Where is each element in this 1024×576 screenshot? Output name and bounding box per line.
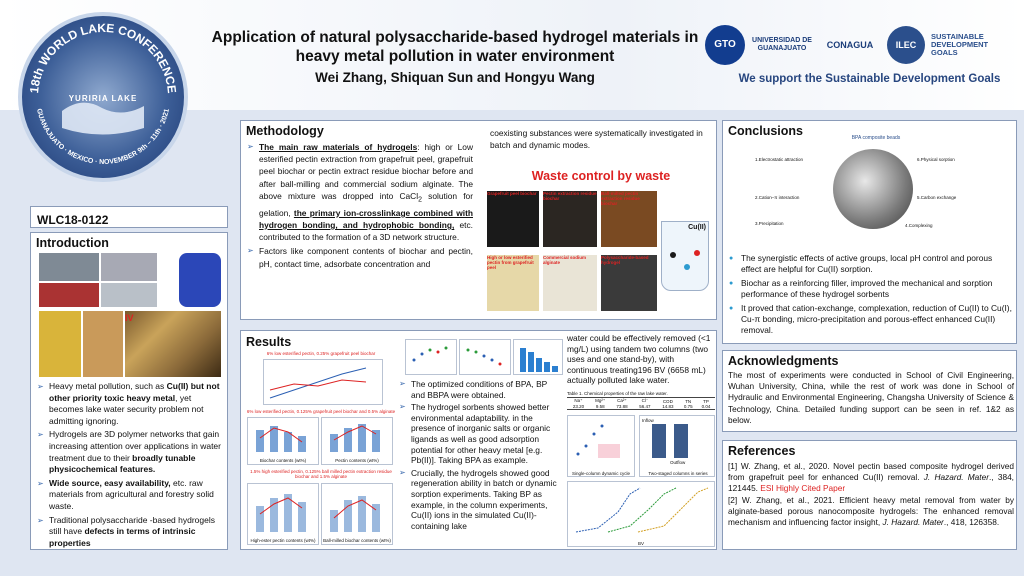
mech-label-3: 3.Precipitation bbox=[755, 221, 784, 226]
references-list bbox=[728, 461, 1014, 528]
references-panel bbox=[722, 440, 1017, 550]
lake-water-table bbox=[567, 397, 715, 410]
chart-3-svg bbox=[322, 418, 392, 454]
th-ca: Ca²⁺ bbox=[617, 398, 627, 403]
concl-bullet-1: ● The synergistic effects of active groups, local pH control and porous effect are helpful for Cu(II) sorption. bbox=[729, 253, 1013, 276]
conclusions-panel bbox=[722, 120, 1017, 344]
chart-4-bar-1 bbox=[256, 506, 264, 532]
beaker-label: Cu(II) bbox=[688, 224, 706, 231]
chart-2-bar-4 bbox=[298, 436, 306, 452]
chart-4-svg bbox=[248, 484, 318, 534]
intro-b1-bold: Cu(II) but not other priority toxic heavy metal bbox=[49, 381, 220, 403]
outflow-label: Outflow bbox=[670, 460, 686, 465]
bead-1 bbox=[670, 252, 676, 258]
mechanism-diagram bbox=[755, 135, 975, 241]
table-row bbox=[567, 404, 715, 410]
chart-6-pt-2 bbox=[421, 353, 424, 356]
material-grid-photo bbox=[125, 311, 221, 377]
single-column-svg bbox=[568, 416, 634, 468]
chart-5-svg bbox=[322, 484, 392, 534]
ref1-a: [1] W. Zhang, et al., 2020. Novel pectin based composite hydrogel derived from grapefruit peel for enhanced Cu(II) removal. bbox=[728, 461, 1014, 483]
chart-2-bar-1 bbox=[256, 430, 264, 452]
conclusions-bullets bbox=[729, 253, 1013, 339]
two-column-caption: Two-staged columns in series bbox=[648, 471, 708, 476]
td-tn: 0.75 bbox=[683, 404, 693, 409]
bead-sphere bbox=[833, 149, 913, 229]
mech-label-1: 1.Electrostatic attraction bbox=[755, 157, 804, 162]
conference-name: 18th WORLD LAKE CONFERENCE bbox=[27, 20, 179, 94]
chart-8-bar-3 bbox=[536, 358, 542, 372]
ref2-b: ., 418, 126358. bbox=[943, 517, 1000, 528]
chart-2-svg bbox=[248, 418, 318, 454]
fig-caption-1: 6% low esterified pectin, 0.25% grapefruit peel biochar bbox=[266, 351, 376, 356]
bead-2 bbox=[684, 264, 690, 270]
chart-7-pt-4 bbox=[491, 359, 494, 362]
method-sub: 2 bbox=[418, 196, 422, 204]
chart-5-line bbox=[334, 500, 376, 518]
td-na: 23.20 bbox=[572, 404, 585, 409]
mech-label-2: 2.Cation–π interaction bbox=[755, 195, 800, 200]
references-title: References bbox=[728, 444, 796, 458]
chart-7-pt-2 bbox=[475, 351, 478, 354]
chart-1-line bbox=[270, 368, 366, 398]
intro-photo-2 bbox=[101, 253, 157, 281]
th-cl: Cl⁻ bbox=[641, 398, 649, 403]
intro-b3-post: etc. raw materials from agricultural and forestry solid waste. bbox=[49, 477, 214, 511]
chart-4-xlabel: High-ester pectin contents (wt%) bbox=[250, 538, 316, 543]
two-column-figure bbox=[639, 415, 715, 477]
method-p2: Factors like component contents of biochar and pectin, pH, contact time, adsorbate concentration and bbox=[259, 246, 473, 269]
svg-text:18th WORLD LAKE CONFERENCE bbox=[27, 21, 179, 94]
inflow-label: Inflow bbox=[642, 418, 654, 423]
chart-3-xlabel: Pectin contents (wt%) bbox=[335, 458, 379, 463]
img-label-1: Grapefruit peel biochar bbox=[487, 191, 537, 196]
td-mg: 9.58 bbox=[595, 404, 605, 409]
intro-bullet-4 bbox=[37, 515, 225, 550]
results-chart-1 bbox=[263, 359, 383, 405]
conference-dates: GUANAJUATO · MEXICO · NOVEMBER 9th – 11th · 2021 bbox=[35, 108, 171, 167]
chart-2-line bbox=[260, 428, 302, 442]
th-tp: TP bbox=[703, 398, 709, 404]
intro-b1-post: , yet becomes lake water security problem not admitting ignoring. bbox=[49, 392, 204, 426]
column-2 bbox=[674, 424, 688, 458]
conagua-logo: CONAGUA bbox=[826, 40, 874, 50]
results-chart-5 bbox=[321, 483, 393, 545]
sc-pt-4 bbox=[601, 425, 604, 428]
abstract-code-box bbox=[30, 206, 228, 228]
methodology-text-cont: coexisting substances were systematically investigated in batch and dynamic modes. bbox=[490, 128, 703, 151]
img-label-4: High or low esterified pectin from grapefruit peel bbox=[487, 255, 534, 270]
chart-6-pt-1 bbox=[413, 359, 416, 362]
chart-3-line bbox=[334, 426, 376, 440]
lake-water-table-caption: Table 1. Chemical properties of the raw lake water. bbox=[567, 391, 668, 396]
intro-b1-pre: Heavy metal pollution, such as bbox=[49, 381, 167, 391]
acknowledgments-title: Acknowledgments bbox=[728, 354, 839, 368]
bt-series-1 bbox=[576, 488, 640, 532]
th-na: Na⁺ bbox=[574, 398, 583, 403]
results-text-cont: water could be effectively removed (<1 mg/L) using tandem two columns (two uses and one stand-by), with continuous treating196 BV (6658 mL) actually polluted lake water. bbox=[567, 333, 711, 386]
glove-photo bbox=[179, 253, 221, 307]
fig-caption-3: 1.5% high esterified pectin, 0.125% ball milled pectin extraction residue biochar and 1.5% alginate bbox=[250, 469, 392, 479]
sc-pt-1 bbox=[577, 453, 580, 456]
ref2-a: [2] W. Zhang, et al., 2021. Efficient heavy metal removal from water by alginate-based porous nanocomposite hydrogels: The enhanced removal mechanism and influencing factor insight, bbox=[728, 494, 1014, 528]
ug-logo: UNIVERSIDAD DE GUANAJUATO bbox=[752, 37, 812, 52]
chart-5-xlabel: Ball-milled biochar contents (wt%) bbox=[323, 538, 391, 543]
chart-8-bar-2 bbox=[528, 352, 534, 372]
results-chart-3 bbox=[321, 417, 393, 465]
mech-label-6: 6.Physical sorption bbox=[917, 157, 955, 162]
sc-pt-2 bbox=[585, 445, 588, 448]
grapefruit-photo bbox=[39, 311, 81, 377]
chart-1-svg bbox=[264, 360, 382, 404]
chart-3-bar-3 bbox=[358, 424, 366, 452]
results-chart-4 bbox=[247, 483, 319, 545]
single-column-caption: Single-column dynamic cycle bbox=[571, 471, 631, 476]
results-bullets bbox=[399, 379, 559, 533]
intro-b2-pre: Hydrogels are 3D polymer networks that gain increasing attention over applications in water treatment due to their bbox=[49, 429, 221, 463]
method-bullet-1 bbox=[247, 141, 473, 243]
bt-series-3 bbox=[638, 488, 708, 532]
lake-shape bbox=[62, 103, 144, 135]
td-ca: 73.88 bbox=[616, 404, 628, 409]
beaker-graphic bbox=[661, 221, 709, 291]
chart-2-bar-3 bbox=[284, 432, 292, 452]
th-cod: COD bbox=[662, 398, 673, 404]
methodology-title: Methodology bbox=[246, 124, 324, 138]
ref1-journal: J. Hazard. Mater bbox=[923, 472, 989, 483]
intro-photo-4 bbox=[101, 283, 157, 307]
results-chart-7 bbox=[459, 339, 511, 375]
results-bullet-2: ➢ The hydrogel sorbents showed better environmental adaptability. in the presence of inorganic salts or organic ligands as well as good adsorption potential for other heavy metal [e.g. Pb(II)]. Taking BPA as example. bbox=[399, 402, 559, 466]
results-title: Results bbox=[246, 335, 292, 349]
method-c: etc. contributed to the formation of a 3D network structure. bbox=[259, 219, 474, 243]
lake-label: YURIRIA LAKE bbox=[68, 94, 138, 103]
introduction-bullets bbox=[37, 381, 225, 551]
single-column-chart bbox=[567, 415, 635, 477]
ref1-highlight: ESI Highly Cited Paper bbox=[760, 483, 846, 494]
introduction-title: Introduction bbox=[36, 236, 109, 250]
results-chart-6 bbox=[405, 339, 457, 375]
chart-6-pt-3 bbox=[429, 349, 432, 352]
peel-photo bbox=[83, 311, 123, 377]
intro-bullet-3 bbox=[37, 478, 225, 513]
img-label-6: Polysaccharide-based hydrogel bbox=[601, 255, 649, 265]
results-chart-8 bbox=[513, 339, 563, 375]
chart-8-bar-5 bbox=[552, 366, 558, 372]
intro-bullet-2 bbox=[37, 429, 225, 475]
materials-figure bbox=[487, 191, 711, 315]
chart-8-svg bbox=[514, 340, 562, 374]
methodology-text bbox=[247, 141, 473, 272]
chart-8-bar-4 bbox=[544, 362, 550, 372]
intro-b4-bold: defects in terms of intrinsic properties bbox=[49, 526, 196, 548]
reference-1 bbox=[728, 461, 1014, 495]
bt-xlabel: BV bbox=[637, 541, 644, 546]
ref1-b: ., 384, 121445. bbox=[728, 472, 1014, 494]
sc-inset bbox=[598, 444, 620, 458]
intro-photo-3 bbox=[39, 283, 99, 307]
results-chart-2 bbox=[247, 417, 319, 465]
chart-7-pt-5 bbox=[499, 363, 502, 366]
intro-b4-pre: Traditional polysaccharide -based hydrogels still have bbox=[49, 514, 215, 537]
mech-label-5: 5.Carbon exchange bbox=[917, 195, 957, 200]
chart-4-line bbox=[260, 498, 302, 514]
introduction-figure bbox=[39, 253, 221, 377]
chart-6-pt-4 bbox=[437, 351, 440, 354]
authors: Wei Zhang, Shiquan Sun and Hongyu Wang bbox=[315, 70, 595, 85]
ilec-logo: ILEC bbox=[887, 26, 925, 64]
img-label-2: Pectin extraction residue biochar bbox=[543, 191, 597, 201]
chart-3-bar-4 bbox=[372, 430, 380, 452]
method-u1: The main raw materials of hydrogels bbox=[259, 142, 418, 152]
chart-7-pt-1 bbox=[467, 349, 470, 352]
intro-bullet-1 bbox=[37, 381, 225, 427]
column-1 bbox=[652, 424, 666, 458]
biochar-photo bbox=[487, 191, 539, 247]
sdg-logo: SUSTAINABLE DEVELOPMENT GOALS bbox=[931, 32, 989, 57]
title-line-1: Application of natural polysaccharide-based hydrogel materials in bbox=[211, 29, 699, 46]
intro-b3-bold: Wide source, easy availability, bbox=[49, 477, 171, 488]
chart-6-pt-5 bbox=[445, 347, 448, 350]
chart-7-pt-3 bbox=[483, 355, 486, 358]
chart-6-svg bbox=[406, 340, 456, 374]
td-tp: 0.04 bbox=[701, 404, 711, 409]
ref2-journal: J. Hazard. Mater bbox=[882, 517, 944, 528]
conference-logo bbox=[18, 12, 188, 182]
intro-photo-1 bbox=[39, 253, 99, 281]
concl-bullet-3: ● It proved that cation-exchange, complexation, reduction of Cu(II) to Cu(I), Cu-π bonding, micro-precipitation and porous-effect enhanced Cu(II) removal. bbox=[729, 303, 1013, 337]
results-bullet-3: ➢ Crucially, the hydrogels showed good regeneration ability in batch or dynamic sorption experiments. Taking BP as example, in the column experiments, Cu(II) ions in the simulated Cu(II)-containing lake bbox=[399, 468, 559, 532]
reference-2 bbox=[728, 495, 1014, 529]
method-u2: the primary ion-crosslinkage combined with hydrogen bonding, and hydrophobic bonding, bbox=[259, 207, 473, 230]
figure-label-iv: IV bbox=[125, 313, 134, 323]
img-label-3: Ball-milled pectin extraction residue biochar bbox=[601, 191, 640, 206]
chart-8-bar-1 bbox=[520, 348, 526, 372]
method-a: : high or Low esterified pectin extraction from grapefruit peel, grapefruit peel biochar or pectin extract residue biochar before and after ball-milling and commercial sodium alginate. The above mixture was dropped into CaCl bbox=[259, 142, 473, 201]
abstract-code: WLC18-0122 bbox=[37, 213, 109, 227]
results-bullet-1: ➢ The optimized conditions of BPA, BP and BBPA were obtained. bbox=[399, 379, 559, 400]
sponsor-logos bbox=[705, 22, 1017, 68]
th-tn: TN bbox=[685, 398, 692, 404]
results-panel bbox=[240, 330, 717, 550]
diagram-title: BPA composite beads bbox=[851, 135, 901, 141]
fig-caption-2: 6% low esterified pectin, 0.125% grapefruit peel biochar and 0.5% alginate bbox=[246, 409, 396, 414]
td-cod: 14.83 bbox=[662, 404, 674, 409]
sdg-support-text: We support the Sustainable Development Goals bbox=[738, 73, 1001, 85]
introduction-panel bbox=[30, 232, 228, 550]
th-mg: Mg²⁺ bbox=[595, 398, 606, 403]
method-b: solution for gelation, bbox=[259, 190, 474, 218]
intro-b2-bold: broadly tunable physicochemical features. bbox=[49, 452, 196, 475]
concl-bullet-2: ● Biochar as a reinforcing filler, improved the mechanical and sorption performance of these hydrogel sorbents bbox=[729, 278, 1013, 301]
acknowledgments-panel bbox=[722, 350, 1017, 432]
conclusions-title: Conclusions bbox=[728, 124, 804, 138]
gto-logo: GTO bbox=[705, 25, 745, 65]
sc-pt-3 bbox=[593, 433, 596, 436]
img-label-5: Commercial sodium alginate bbox=[543, 255, 587, 265]
methodology-panel bbox=[240, 120, 717, 320]
bt-series-2 bbox=[608, 488, 676, 532]
bead-3 bbox=[694, 250, 700, 256]
breakthrough-chart bbox=[567, 481, 715, 547]
chart-5-bar-1 bbox=[330, 510, 338, 532]
chart-3-bar-1 bbox=[330, 434, 338, 452]
acknowledgments-text: The most of experiments were conducted in School of Civil Engineering, Wuhan University, China, while the rest of work was done in School of Hydraulic and Environmental Engineering, Changsha University of Science & Technology, China. Detailed funding support can be seen in ref. 1&2 as below. bbox=[728, 370, 1014, 425]
waste-control-title: Waste control by waste bbox=[531, 169, 671, 183]
title-line-2: heavy metal pollution in water environment bbox=[295, 48, 615, 65]
chart-2-xlabel: Biochar contents (wt%) bbox=[259, 458, 307, 463]
method-bullet-2 bbox=[247, 245, 473, 269]
td-cl: 56.47 bbox=[639, 404, 651, 409]
breakthrough-svg bbox=[568, 482, 714, 538]
mech-label-4: 4.Complexing bbox=[905, 223, 933, 228]
chart-7-svg bbox=[460, 340, 510, 374]
poster-title bbox=[195, 28, 715, 66]
